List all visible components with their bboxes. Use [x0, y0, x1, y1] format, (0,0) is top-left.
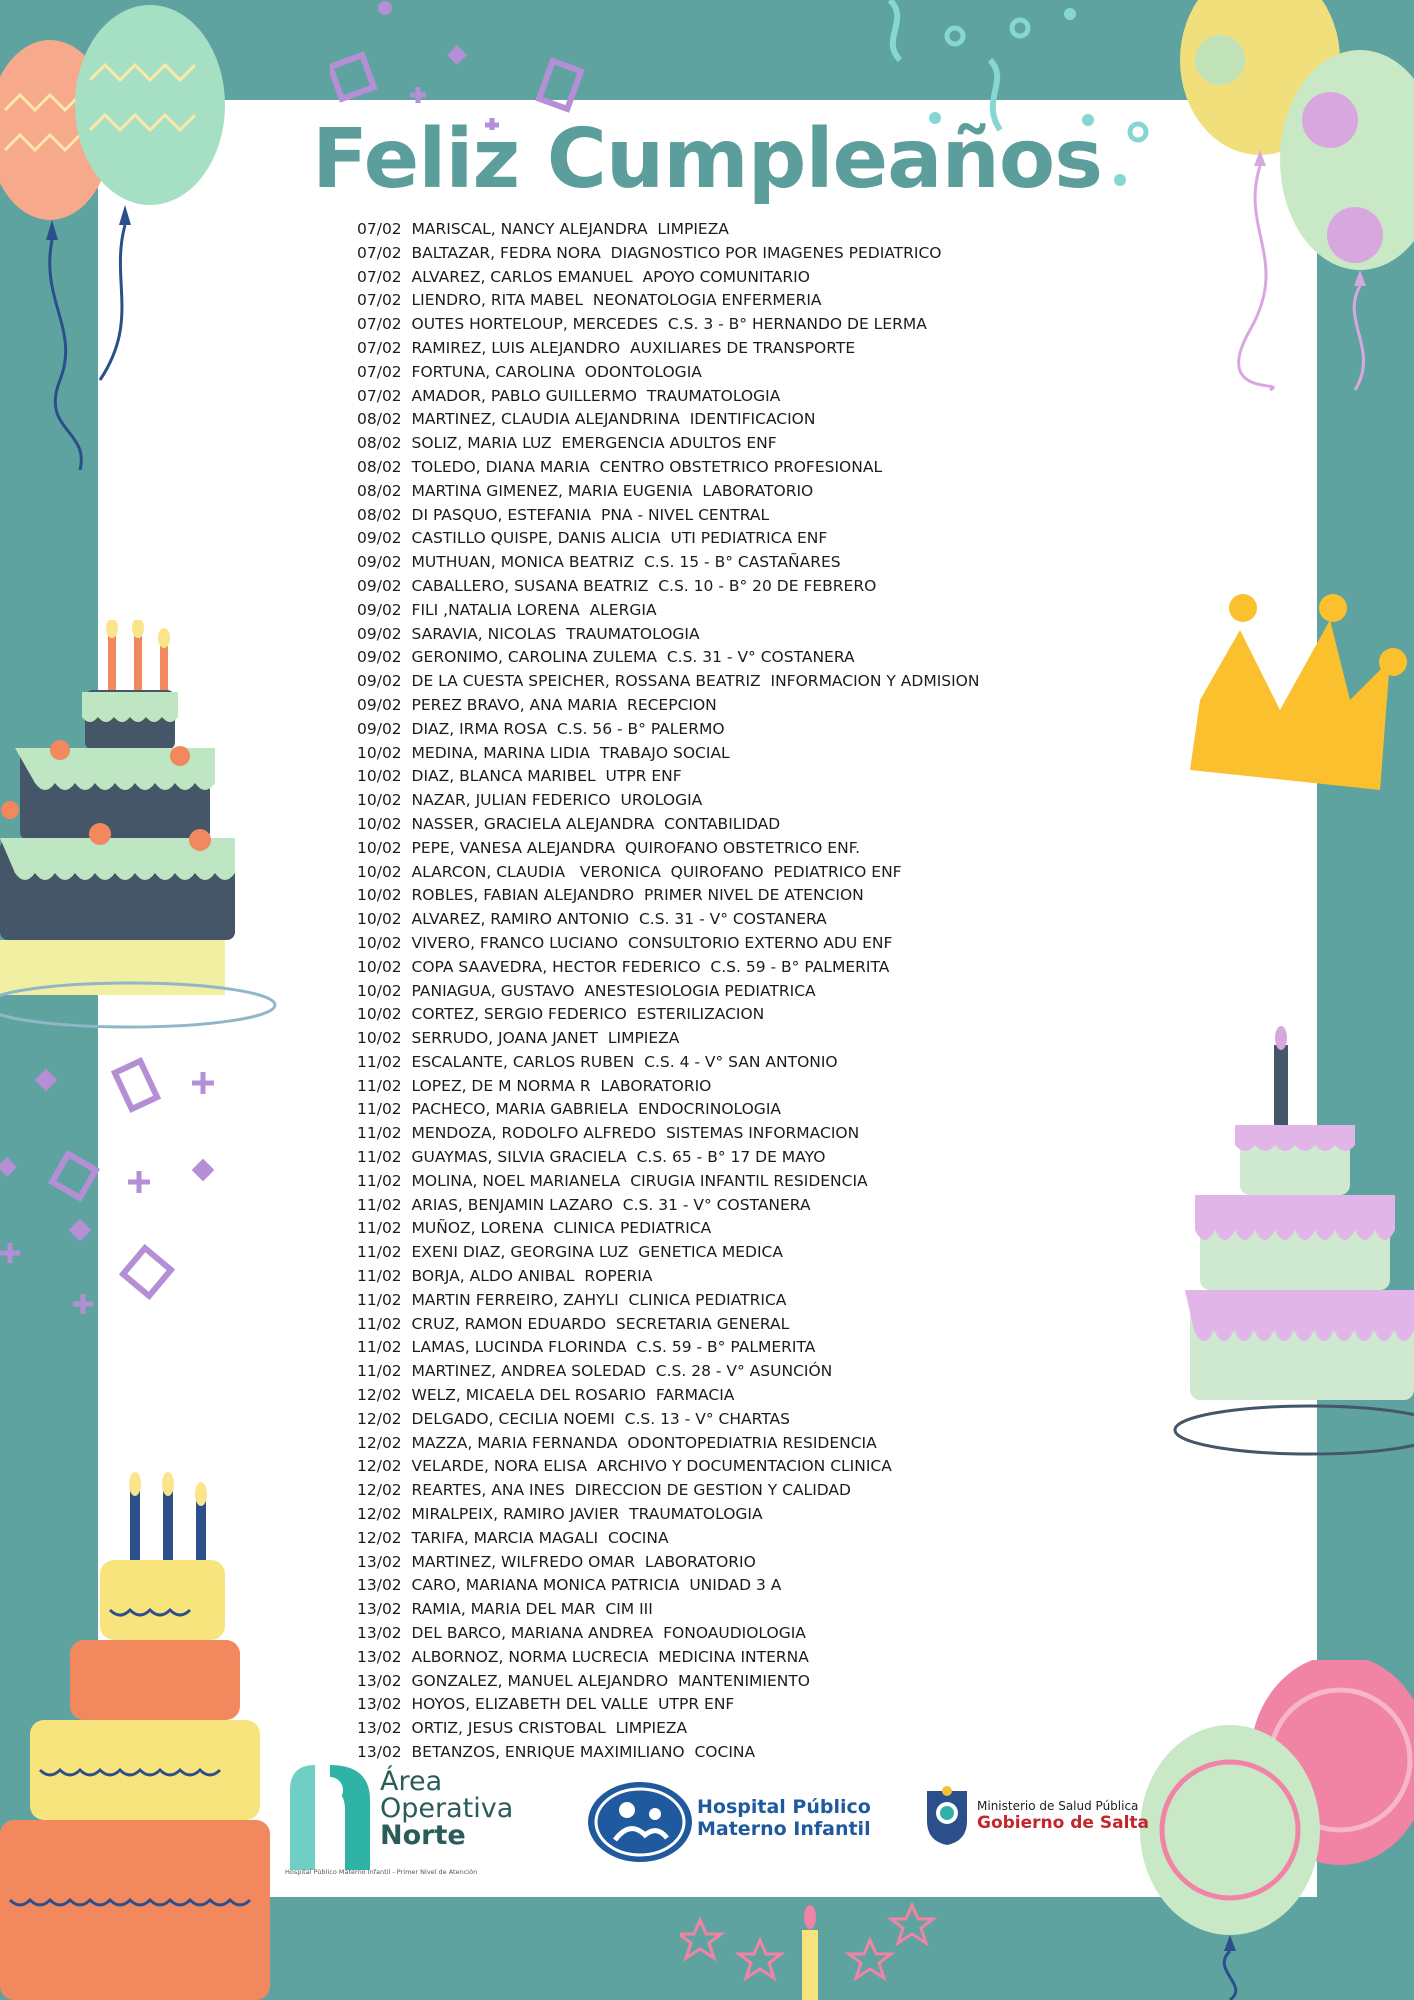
birthday-entry: 08/02 TOLEDO, DIANA MARIA CENTRO OBSTETRICO PROFESIONAL [357, 457, 883, 476]
birthday-entry: 12/02 REARTES, ANA INES DIRECCION DE GESTION Y CALIDAD [357, 1481, 851, 1500]
birthday-entry: 08/02 MARTINEZ, CLAUDIA ALEJANDRINA IDENTIFICACION [357, 410, 816, 429]
birthday-entry: 12/02 DELGADO, CECILIA NOEMI C.S. 13 - V° CHARTAS [357, 1409, 790, 1428]
birthday-entry: 07/02 BALTAZAR, FEDRA NORA DIAGNOSTICO POR IMAGENES PEDIATRICO [357, 243, 942, 262]
hospital-emblem-icon [585, 1780, 695, 1864]
birthday-entry: 09/02 PEREZ BRAVO, ANA MARIA RECEPCION [357, 695, 717, 714]
birthday-entry: 09/02 DIAZ, IRMA ROSA C.S. 56 - B° PALERMO [357, 719, 725, 738]
birthday-entry: 07/02 MARISCAL, NANCY ALEJANDRA LIMPIEZA [357, 220, 729, 238]
birthday-entry: 09/02 CASTILLO QUISPE, DANIS ALICIA UTI PEDIATRICA ENF [357, 529, 828, 548]
birthday-entry: 12/02 MAZZA, MARIA FERNANDA ODONTOPEDIATRIA RESIDENCIA [357, 1433, 877, 1452]
birthday-entry: 10/02 NASSER, GRACIELA ALEJANDRA CONTABILIDAD [357, 814, 781, 833]
birthday-entry: 11/02 LAMAS, LUCINDA FLORINDA C.S. 59 - B° PALMERITA [357, 1338, 816, 1357]
crown-illustration [1180, 590, 1414, 820]
birthday-entry: 09/02 SARAVIA, NICOLAS TRAUMATOLOGIA [357, 624, 700, 643]
cake-left-illustration [0, 620, 280, 1040]
logos-footer [285, 1760, 1165, 1890]
birthday-entry: 13/02 HOYOS, ELIZABETH DEL VALLE UTPR ENF [357, 1695, 735, 1714]
area-line1: Área [380, 1766, 443, 1797]
birthday-entry: 10/02 ROBLES, FABIAN ALEJANDRO PRIMER NIVEL DE ATENCION [357, 886, 864, 905]
birthday-entry: 11/02 MARTINEZ, ANDREA SOLEDAD C.S. 28 - V° ASUNCIÓN [357, 1362, 833, 1381]
birthday-entry: 11/02 EXENI DIAZ, GEORGINA LUZ GENETICA MEDICA [357, 1243, 783, 1262]
birthday-entry: 09/02 MUTHUAN, MONICA BEATRIZ C.S. 15 - B° CASTAÑARES [357, 553, 841, 572]
birthday-entry: 09/02 GERONIMO, CAROLINA ZULEMA C.S. 31 - V° COSTANERA [357, 648, 855, 667]
ministerio-line2: Gobierno de Salta [977, 1813, 1150, 1833]
birthday-entry: 13/02 ALBORNOZ, NORMA LUCRECIA MEDICINA INTERNA [357, 1647, 809, 1666]
birthday-entry: 09/02 DE LA CUESTA SPEICHER, ROSSANA BEATRIZ INFORMACION Y ADMISION [357, 672, 980, 691]
birthday-entry: 11/02 PACHECO, MARIA GABRIELA ENDOCRINOLOGIA [357, 1100, 781, 1119]
birthday-entry: 12/02 VELARDE, NORA ELISA ARCHIVO Y DOCUMENTACION CLINICA [357, 1457, 892, 1476]
birthday-entry: 11/02 BORJA, ALDO ANIBAL ROPERIA [357, 1267, 653, 1286]
birthday-entry: 11/02 LOPEZ, DE M NORMA R LABORATORIO [357, 1076, 712, 1095]
birthday-entry: 10/02 ALVAREZ, RAMIRO ANTONIO C.S. 31 - V° COSTANERA [357, 910, 827, 929]
birthday-entry: 10/02 PANIAGUA, GUSTAVO ANESTESIOLOGIA PEDIATRICA [357, 981, 816, 1000]
cake-right-illustration [1170, 1020, 1414, 1470]
birthday-entry: 13/02 RAMIA, MARIA DEL MAR CIM III [357, 1600, 653, 1619]
birthday-entry: 07/02 LIENDRO, RITA MABEL NEONATOLOGIA ENFERMERIA [357, 291, 822, 310]
birthday-entry: 11/02 MARTIN FERREIRO, ZAHYLI CLINICA PEDIATRICA [357, 1290, 787, 1309]
birthday-entry: 11/02 MOLINA, NOEL MARIANELA CIRUGIA INFANTIL RESIDENCIA [357, 1171, 868, 1190]
birthday-entry: 13/02 CARO, MARIANA MONICA PATRICIA UNIDAD 3 A [357, 1576, 782, 1595]
stars-candle-bottom-illustration [680, 1895, 940, 2000]
birthday-entry: 11/02 ARIAS, BENJAMIN LAZARO C.S. 31 - V° COSTANERA [357, 1195, 811, 1214]
birthday-entry: 13/02 BETANZOS, ENRIQUE MAXIMILIANO COCINA [357, 1743, 756, 1761]
birthday-entry: 12/02 MIRALPEIX, RAMIRO JAVIER TRAUMATOLOGIA [357, 1505, 763, 1524]
area-caption: Hospital Público Materno Infantil - Primer Nivel de Atención [285, 1868, 478, 1876]
hospital-line2: Materno Infantil [697, 1818, 871, 1840]
birthday-entry: 10/02 MEDINA, MARINA LIDIA TRABAJO SOCIAL [357, 743, 730, 762]
birthday-entry: 10/02 SERRUDO, JOANA JANET LIMPIEZA [357, 1029, 680, 1048]
cake-bottom-left-illustration [0, 1470, 290, 2000]
area-line3: Norte [380, 1820, 466, 1851]
birthday-entry: 07/02 OUTES HORTELOUP, MERCEDES C.S. 3 - B° HERNANDO DE LERMA [357, 315, 927, 334]
birthday-entry: 13/02 ORTIZ, JESUS CRISTOBAL LIMPIEZA [357, 1719, 688, 1738]
birthday-entry: 11/02 GUAYMAS, SILVIA GRACIELA C.S. 65 - B° 17 DE MAYO [357, 1148, 826, 1167]
birthday-entry: 12/02 WELZ, MICAELA DEL ROSARIO FARMACIA [357, 1386, 735, 1405]
birthday-entry: 09/02 FILI ,NATALIA LORENA ALERGIA [357, 600, 657, 619]
area-operativa-logo [285, 1760, 514, 1885]
birthday-entry: 11/02 MUÑOZ, LORENA CLINICA PEDIATRICA [357, 1219, 712, 1238]
page-title: Feliz Cumpleaños [311, 112, 1103, 207]
birthday-entry: 09/02 CABALLERO, SUSANA BEATRIZ C.S. 10 - B° 20 DE FEBRERO [357, 576, 877, 595]
birthday-entry: 11/02 MENDOZA, RODOLFO ALFREDO SISTEMAS INFORMACION [357, 1124, 860, 1143]
birthday-entry: 13/02 GONZALEZ, MANUEL ALEJANDRO MANTENIMIENTO [357, 1671, 811, 1690]
area-operativa-emblem-icon [285, 1760, 375, 1870]
gobierno-seal-icon [923, 1785, 971, 1847]
ministerio-logo [923, 1785, 1163, 1865]
confetti-top-illustration [330, 0, 690, 130]
area-line2: Operativa [380, 1793, 514, 1824]
birthday-entry: 10/02 ALARCON, CLAUDIA VERONICA QUIROFANO PEDIATRICO ENF [357, 862, 902, 881]
birthday-entry: 12/02 TARIFA, MARCIA MAGALI COCINA [357, 1528, 669, 1547]
birthday-entry: 08/02 SOLIZ, MARIA LUZ EMERGENCIA ADULTOS ENF [357, 434, 777, 453]
birthday-entry: 08/02 DI PASQUO, ESTEFANIA PNA - NIVEL CENTRAL [357, 505, 770, 524]
birthday-list [357, 218, 979, 1765]
ministerio-line1: Ministerio de Salud Pública [977, 1799, 1139, 1813]
confetti-left-illustration [0, 1050, 230, 1330]
birthday-entry: 07/02 RAMIREZ, LUIS ALEJANDRO AUXILIARES DE TRANSPORTE [357, 338, 856, 357]
birthday-entry: 10/02 NAZAR, JULIAN FEDERICO UROLOGIA [357, 791, 703, 810]
hospital-line1: Hospital Público [697, 1796, 871, 1818]
birthday-entry: 13/02 DEL BARCO, MARIANA ANDREA FONOAUDIOLOGIA [357, 1624, 806, 1643]
birthday-entry: 10/02 CORTEZ, SERGIO FEDERICO ESTERILIZACION [357, 1005, 765, 1024]
hospital-logo [585, 1780, 875, 1870]
birthday-entry: 08/02 MARTINA GIMENEZ, MARIA EUGENIA LABORATORIO [357, 481, 814, 500]
birthday-entry: 11/02 ESCALANTE, CARLOS RUBEN C.S. 4 - V° SAN ANTONIO [357, 1052, 838, 1071]
birthday-entry: 13/02 MARTINEZ, WILFREDO OMAR LABORATORIO [357, 1552, 756, 1571]
birthday-entry: 07/02 ALVAREZ, CARLOS EMANUEL APOYO COMUNITARIO [357, 267, 810, 286]
birthday-entry: 10/02 DIAZ, BLANCA MARIBEL UTPR ENF [357, 767, 682, 786]
birthday-entry: 07/02 FORTUNA, CAROLINA ODONTOLOGIA [357, 362, 702, 381]
balloons-top-left-illustration [0, 0, 240, 470]
birthday-entry: 10/02 COPA SAAVEDRA, HECTOR FEDERICO C.S. 59 - B° PALMERITA [357, 957, 890, 976]
birthday-entry: 11/02 CRUZ, RAMON EDUARDO SECRETARIA GENERAL [357, 1314, 790, 1333]
balloons-bottom-right-illustration [1140, 1660, 1414, 2000]
birthday-entry: 07/02 AMADOR, PABLO GUILLERMO TRAUMATOLOGIA [357, 386, 781, 405]
birthday-entry: 10/02 PEPE, VANESA ALEJANDRA QUIROFANO OBSTETRICO ENF. [357, 838, 861, 857]
birthday-entry: 10/02 VIVERO, FRANCO LUCIANO CONSULTORIO EXTERNO ADU ENF [357, 933, 893, 952]
